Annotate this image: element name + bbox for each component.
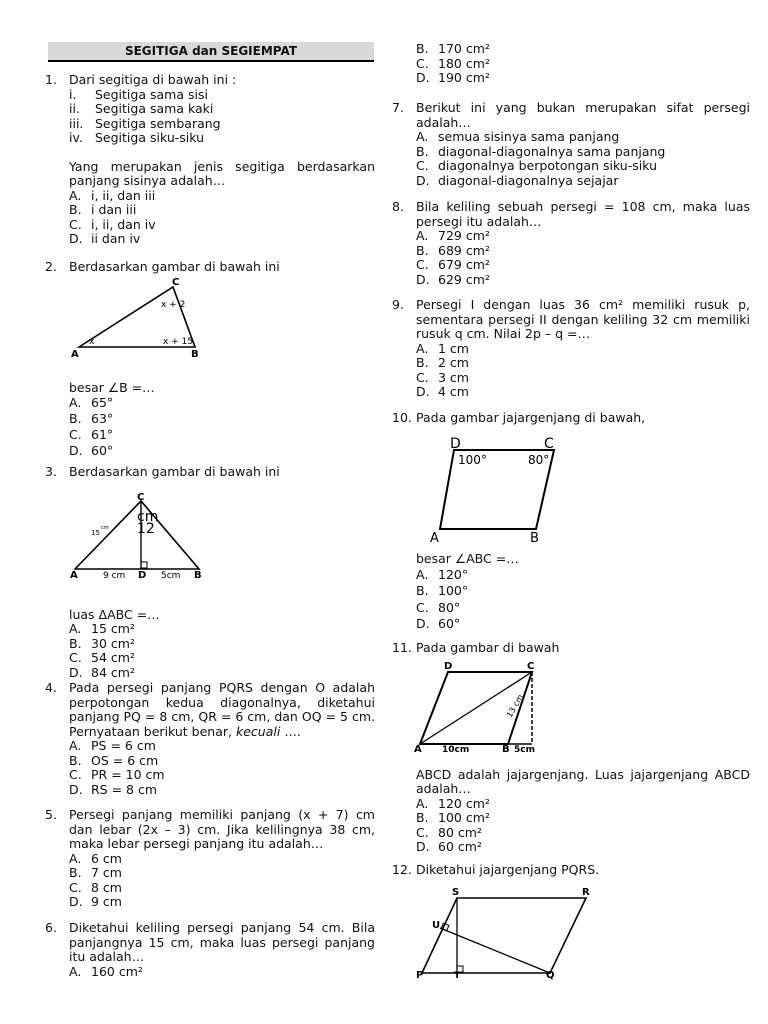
option-c: C. 61° [69, 427, 114, 442]
vertex-label: B [194, 569, 202, 581]
question-text: Pada persegi panjang PQRS dengan O adalah perpotongan kedua diagonalnya, diketahui panjang PQ = 8 cm, QR = 6 cm, dan OQ = 5 cm. Pernyataan berikut benar, kecuali …. [69, 680, 375, 739]
question-text-2: Yang merupakan jenis segitiga berdasarkan panjang sisinya adalah… [69, 158, 375, 188]
question-number: 2. [45, 259, 57, 274]
option-d: D. 4 cm [416, 384, 469, 399]
option-d: D. 60 cm² [416, 839, 482, 854]
option-c: C. 180 cm² [416, 55, 490, 71]
option-b: B. 63° [69, 411, 114, 426]
option-d: D. 60° [416, 616, 461, 631]
option-b: B. 2 cm [416, 355, 469, 370]
vertex-label: C [172, 276, 180, 288]
question-text: Diketahui keliling persegi panjang 54 cm. Bila panjangnya 15 cm, maka luas persegi panjang itu adalah… [69, 920, 375, 964]
option-a: A. 729 cm² [416, 228, 490, 243]
question-text-2: besar ∠B =… [69, 379, 155, 395]
triangle-figure [69, 478, 219, 581]
option-a: A. 120° [416, 566, 469, 582]
question-10 [392, 411, 750, 633]
vertex-label: D [444, 660, 453, 672]
option-c: C. 80° [416, 599, 461, 615]
question-number: 6. [45, 920, 57, 935]
vertex-label: D [450, 435, 461, 452]
option-c: C. 8 cm [69, 879, 122, 895]
question-8 [392, 200, 750, 287]
vertex-label: S [452, 886, 460, 898]
option-d: D. diagonal-diagonalnya sejajar [416, 172, 619, 188]
question-3 [45, 465, 375, 680]
angle-label: 80° [528, 452, 550, 467]
option-a: A. 15 cm² [69, 621, 135, 636]
list-item: iv. Segitiga siku-siku [69, 130, 205, 145]
option-d: D. 84 cm² [69, 664, 135, 680]
vertex-label: C [544, 435, 554, 452]
option-b: B. 100° [416, 583, 469, 598]
side-label: 12 [137, 520, 155, 537]
question-text: Berdasarkan gambar di bawah ini [69, 259, 280, 274]
option-c: C. diagonalnya berpotongan siku-siku [416, 158, 658, 173]
option-d: D. 190 cm² [416, 70, 490, 85]
option-a: A. PS = 6 cm [69, 738, 156, 753]
side-label: 15 [91, 528, 100, 537]
question-number: 7. [392, 100, 404, 115]
question-12 [392, 862, 750, 981]
question-text: Pada gambar jajargenjang di bawah, [416, 410, 646, 425]
option-a: A. 160 cm² [69, 963, 143, 979]
option-b: B. 689 cm² [416, 242, 490, 258]
option-a: A. 120 cm² [416, 795, 490, 811]
vertex-label: A [71, 348, 79, 360]
side-label: 5cm [161, 570, 181, 581]
option-b: B. 7 cm [69, 865, 122, 880]
question-text-2: besar ∠ABC =… [416, 550, 519, 566]
question-text: Berikut ini yang bukan merupakan sifat persegi adalah… [416, 100, 750, 130]
angle-label: x + 2 [161, 299, 186, 310]
question-text: Persegi I dengan luas 36 cm² memiliki rusuk p, sementara persegi II dengan keliling 32 cm memiliki rusuk q cm. Nilai 2p – q =… [416, 297, 750, 341]
question-number: 12. [392, 862, 412, 877]
parallelogram-figure [410, 656, 540, 755]
option-d: D. 9 cm [69, 894, 122, 909]
parallelogram-figure [406, 426, 556, 544]
vertex-label: A [70, 569, 78, 581]
page-title: SEGITIGA dan SEGIEMPAT [48, 42, 374, 62]
question-7 [392, 101, 750, 188]
vertex-label: A [430, 530, 439, 546]
list-item: iii. Segitiga sembarang [69, 115, 221, 131]
question-text-2: ABCD adalah jajargenjang. Luas jajargenjang ABCD adalah… [416, 766, 750, 796]
question-text: Diketahui jajargenjang PQRS. [416, 862, 600, 877]
angle-label: x + 15 [163, 336, 194, 347]
option-a: A. semua sisinya sama panjang [416, 129, 620, 144]
question-text: Persegi panjang memiliki panjang (x + 7) cm dan lebar (2x – 3) cm. Jika kelilingnya 38 cm, maka lebar persegi panjang itu adalah… [69, 807, 375, 851]
question-number: 8. [392, 199, 404, 214]
question-number: 1. [45, 72, 57, 87]
side-label: cm [101, 524, 109, 531]
angle-label: 100° [458, 452, 487, 467]
vertex-label: P [416, 969, 424, 981]
list-item: i. Segitiga sama sisi [69, 86, 208, 102]
option-c: C. i, ii, dan iv [69, 216, 156, 232]
option-d: D. 629 cm² [416, 271, 490, 287]
question-6 [45, 921, 375, 979]
side-label: cm [137, 508, 159, 525]
vertex-label: B [502, 743, 510, 755]
question-number: 5. [45, 807, 57, 822]
option-a: A. i, ii, dan iii [69, 187, 156, 203]
option-b: B. 100 cm² [416, 810, 490, 825]
question-text: Berdasarkan gambar di bawah ini [69, 464, 280, 479]
question-number: 3. [45, 464, 57, 479]
option-a: A. 6 cm [69, 850, 122, 866]
side-label: 9 cm [103, 570, 126, 581]
question-1 [45, 73, 375, 247]
question-9 [392, 298, 750, 400]
question-11 [392, 641, 750, 855]
option-d: D. ii dan iv [69, 231, 141, 246]
vertex-label: T [454, 970, 461, 981]
vertex-label: R [582, 886, 590, 898]
question-2 [45, 260, 375, 459]
question-5 [45, 808, 375, 910]
option-a: A. 65° [69, 395, 114, 410]
parallelogram-figure [414, 878, 590, 981]
option-c: C. 679 cm² [416, 257, 490, 272]
question-4 [45, 681, 375, 797]
vertex-label: D [138, 569, 147, 581]
option-c: C. 3 cm [416, 369, 469, 385]
question-number: 9. [392, 297, 404, 312]
option-a: A. 1 cm [416, 340, 469, 356]
vertex-label: Q [546, 969, 555, 981]
vertex-label: B [191, 348, 199, 360]
list-item: ii. Segitiga sama kaki [69, 101, 214, 116]
question-6-continued [416, 42, 750, 86]
option-b: B. i dan iii [69, 202, 137, 217]
option-b: B. diagonal-diagonalnya sama panjang [416, 143, 666, 159]
vertex-label: C [527, 660, 535, 672]
vertex-label: U [432, 919, 441, 931]
option-d: D. 60° [69, 443, 114, 458]
question-number: 10. [392, 410, 412, 425]
question-text: Bila keliling sebuah persegi = 108 cm, maka luas persegi itu adalah… [416, 199, 750, 229]
option-b: B. 30 cm² [69, 635, 135, 651]
triangle-figure [69, 273, 209, 360]
option-c: C. 80 cm² [416, 824, 482, 840]
question-text: Pada gambar di bawah [416, 640, 560, 655]
vertex-label: C [137, 491, 145, 503]
vertex-label: B [530, 530, 539, 546]
option-b: B. OS = 6 cm [69, 752, 159, 768]
side-label: 5cm [514, 744, 535, 755]
angle-label: x [89, 336, 95, 347]
side-label: 10cm [442, 744, 470, 755]
option-d: D. RS = 8 cm [69, 781, 158, 797]
vertex-label: A [414, 743, 422, 755]
question-text-2: luas ΔABC =… [69, 606, 160, 622]
question-number: 11. [392, 640, 412, 655]
side-label: 13 cm [504, 692, 526, 719]
option-c: C. PR = 10 cm [69, 767, 165, 782]
question-number: 4. [45, 680, 57, 695]
option-c: C. 54 cm² [69, 650, 135, 665]
option-b: B. 170 cm² [416, 41, 490, 56]
question-text: Dari segitiga di bawah ini : [69, 72, 237, 87]
